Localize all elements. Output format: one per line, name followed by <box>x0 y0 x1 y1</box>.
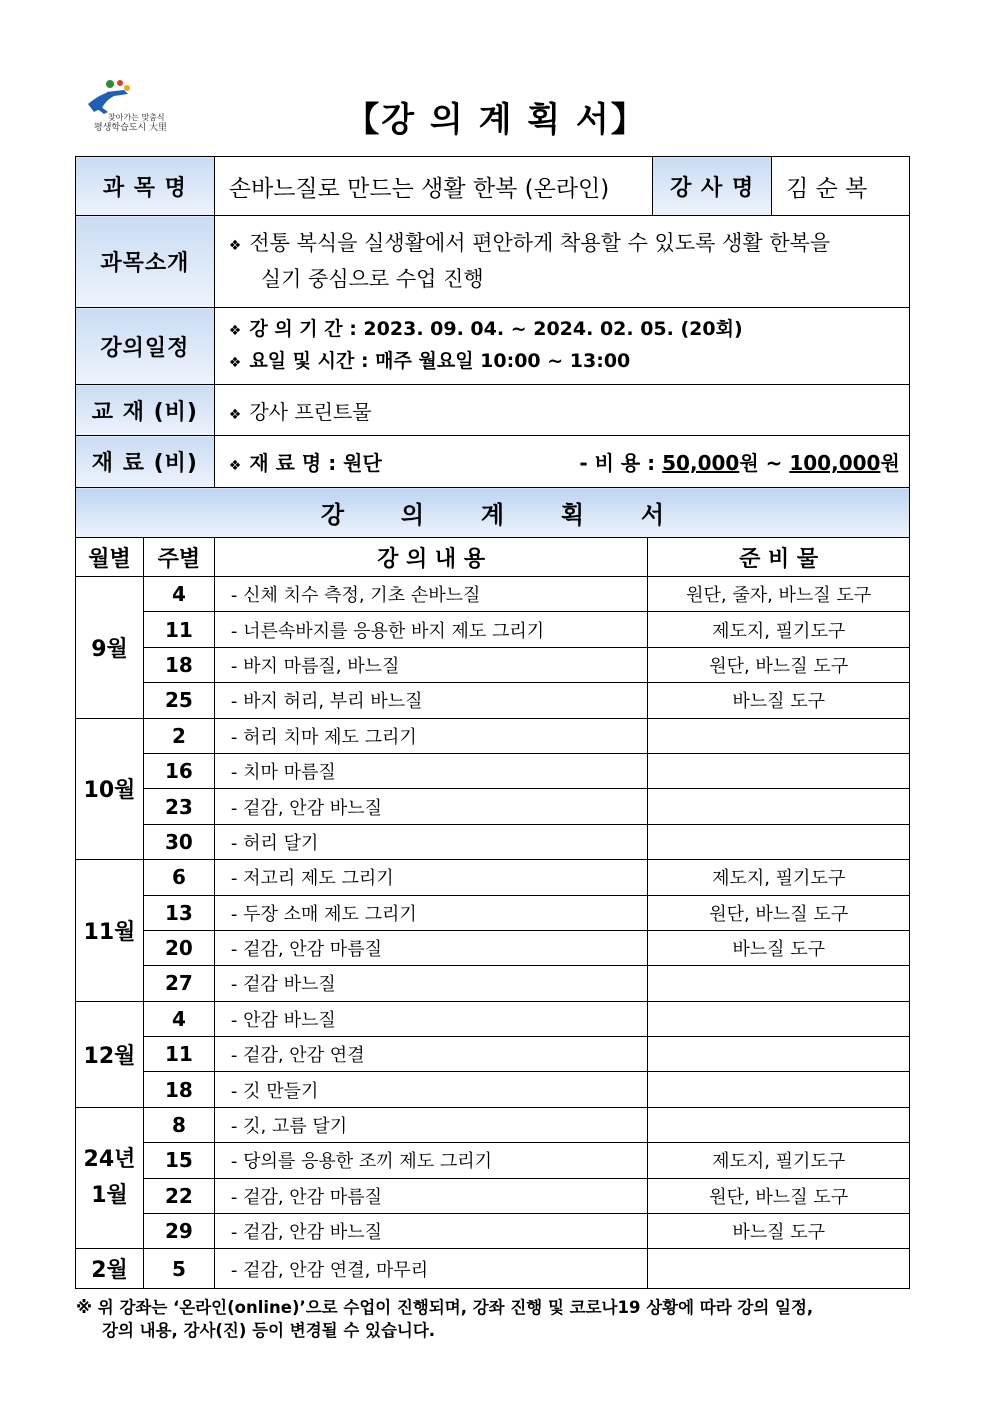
plan-section-title <box>76 488 910 538</box>
materials-cell: 원단, 바느질 도구 <box>648 647 910 682</box>
cost-label: - 비 용 : <box>579 451 656 475</box>
content-header: 강 의 내 용 <box>214 538 647 577</box>
materials-cell <box>648 1107 910 1142</box>
week-cell: 2 <box>143 718 214 753</box>
content-cell: - 깃 만들기 <box>214 1072 647 1107</box>
plan-row <box>76 1214 910 1249</box>
cost-unit: 원 <box>880 451 900 475</box>
plan-row <box>76 647 910 682</box>
content-cell: - 당의를 응용한 조끼 제도 그리기 <box>214 1143 647 1178</box>
month-cell-line: 24년 <box>83 1147 136 1173</box>
plan-title-char: 의 <box>400 501 425 529</box>
diamond-bullet-icon: ❖ <box>228 458 242 474</box>
materials-cell: 제도지, 필기도구 <box>648 1143 910 1178</box>
materials-cell <box>648 1037 910 1072</box>
plan-title-char: 획 <box>560 501 585 529</box>
plan-row <box>76 577 910 612</box>
diamond-bullet-icon: ❖ <box>228 238 242 254</box>
course-intro <box>214 216 909 308</box>
month-cell: 12월 <box>76 1001 144 1107</box>
material-label: 재 료 (비) <box>76 436 215 488</box>
materials-cell <box>648 789 910 824</box>
plan-title-char: 계 <box>480 501 505 529</box>
materials-cell <box>648 966 910 1001</box>
logo-slogan: 찾아가는 맞춤식 <box>108 113 165 122</box>
instructor-name: 김 순 복 <box>772 157 910 216</box>
cost-min: 50,000 <box>662 451 740 475</box>
plan-row <box>76 930 910 965</box>
content-cell: - 허리 치마 제도 그리기 <box>214 718 647 753</box>
materials-cell: 원단, 바느질 도구 <box>648 895 910 930</box>
textbook-label: 교 재 (비) <box>76 385 215 436</box>
content-cell: - 두장 소매 제도 그리기 <box>214 895 647 930</box>
plan-row <box>76 1072 910 1107</box>
course-schedule <box>214 308 909 385</box>
plan-row <box>76 683 910 718</box>
content-cell: - 허리 달기 <box>214 824 647 859</box>
course-info-table <box>75 156 910 538</box>
textbook-info <box>214 385 909 436</box>
content-cell: - 겉감, 안감 바느질 <box>214 1214 647 1249</box>
materials-cell <box>648 1001 910 1036</box>
content-cell: - 겉감, 안감 바느질 <box>214 789 647 824</box>
week-cell: 29 <box>143 1214 214 1249</box>
month-cell <box>76 1107 144 1249</box>
schedule-label: 강의일정 <box>76 308 215 385</box>
materials-cell <box>648 1072 910 1107</box>
plan-row <box>76 753 910 788</box>
plan-row <box>76 895 910 930</box>
content-cell: - 겉감, 안감 마름질 <box>214 1178 647 1213</box>
week-cell: 11 <box>143 612 214 647</box>
diamond-bullet-icon: ❖ <box>228 406 242 423</box>
footnote-line-2: 강의 내용, 강사(진) 등이 변경될 수 있습니다. <box>102 1321 436 1340</box>
logo-city-name: 평생학습도시 大里 <box>94 123 168 133</box>
content-cell: - 깃, 고름 달기 <box>214 1107 647 1142</box>
schedule-time: 요일 및 시간 : 매주 월요일 10:00 ~ 13:00 <box>249 350 631 372</box>
content-cell: - 안감 바느질 <box>214 1001 647 1036</box>
diamond-bullet-icon: ❖ <box>228 323 242 339</box>
plan-row <box>76 860 910 895</box>
week-cell: 11 <box>143 1037 214 1072</box>
material-info <box>214 436 909 488</box>
week-cell: 23 <box>143 789 214 824</box>
intro-line-2: 실기 중심으로 수업 진행 <box>260 267 484 291</box>
week-cell: 4 <box>143 1001 214 1036</box>
plan-row <box>76 1037 910 1072</box>
cost-range-sep: 원 ~ <box>739 451 790 475</box>
plan-row <box>76 1178 910 1213</box>
content-cell: - 치마 마름질 <box>214 753 647 788</box>
instructor-label: 강 사 명 <box>653 157 772 216</box>
content-cell: - 겉감, 안감 연결, 마무리 <box>214 1249 647 1289</box>
subject-name: 손바느질로 만드는 생활 한복 (온라인) <box>214 157 652 216</box>
content-cell: - 바지 허리, 부리 바느질 <box>214 683 647 718</box>
content-cell: - 너른속바지를 응용한 바지 제도 그리기 <box>214 612 647 647</box>
content-cell: - 신체 치수 측정, 기초 손바느질 <box>214 577 647 612</box>
materials-header: 준 비 물 <box>648 538 910 577</box>
footnote-line-1: ※ 위 강좌는 ‘온라인(online)’으로 수업이 진행되며, 강좌 진행 및 코로나19 상황에 따라 강의 일정, <box>76 1298 814 1317</box>
month-cell: 10월 <box>76 718 144 860</box>
month-cell-line: 1월 <box>91 1183 128 1209</box>
plan-row <box>76 718 910 753</box>
materials-cell: 바느질 도구 <box>648 1214 910 1249</box>
plan-row <box>76 1001 910 1036</box>
week-cell: 30 <box>143 824 214 859</box>
month-cell: 9월 <box>76 577 144 719</box>
week-cell: 6 <box>143 860 214 895</box>
footnote <box>76 1296 916 1342</box>
material-name: 재 료 명 : 원단 <box>249 451 382 475</box>
schedule-period: 강 의 기 간 : 2023. 09. 04. ~ 2024. 02. 05. (20회) <box>249 318 743 340</box>
subject-label: 과 목 명 <box>76 157 215 216</box>
week-cell: 15 <box>143 1143 214 1178</box>
materials-cell: 바느질 도구 <box>648 930 910 965</box>
week-cell: 27 <box>143 966 214 1001</box>
materials-cell <box>648 753 910 788</box>
materials-cell <box>648 824 910 859</box>
lecture-plan-table <box>75 537 910 1289</box>
document-title: 【강 의 계 획 서】 <box>345 100 647 140</box>
week-cell: 20 <box>143 930 214 965</box>
week-cell: 8 <box>143 1107 214 1142</box>
week-cell: 13 <box>143 895 214 930</box>
materials-cell: 제도지, 필기도구 <box>648 860 910 895</box>
plan-row <box>76 1249 910 1289</box>
materials-cell: 원단, 바느질 도구 <box>648 1178 910 1213</box>
month-header: 월별 <box>76 538 144 577</box>
week-header: 주별 <box>143 538 214 577</box>
plan-row <box>76 1107 910 1142</box>
week-cell: 18 <box>143 647 214 682</box>
content-cell: - 겉감 바느질 <box>214 966 647 1001</box>
diamond-bullet-icon: ❖ <box>228 355 242 371</box>
textbook-value: 강사 프린트물 <box>249 399 372 424</box>
week-cell: 5 <box>143 1249 214 1289</box>
materials-cell: 제도지, 필기도구 <box>648 612 910 647</box>
content-cell: - 겉감, 안감 연결 <box>214 1037 647 1072</box>
materials-cell: 바느질 도구 <box>648 683 910 718</box>
plan-title-char: 강 <box>320 501 345 529</box>
intro-line-1: 전통 복식을 실생활에서 편안하게 착용할 수 있도록 생활 한복을 <box>249 231 831 255</box>
materials-cell <box>648 718 910 753</box>
plan-row <box>76 966 910 1001</box>
month-cell: 11월 <box>76 860 144 1002</box>
plan-title-char: 서 <box>640 501 665 529</box>
plan-row <box>76 789 910 824</box>
month-cell: 2월 <box>76 1249 144 1289</box>
week-cell: 25 <box>143 683 214 718</box>
content-cell: - 저고리 제도 그리기 <box>214 860 647 895</box>
plan-row <box>76 612 910 647</box>
week-cell: 4 <box>143 577 214 612</box>
materials-cell <box>648 1249 910 1289</box>
plan-row <box>76 1143 910 1178</box>
week-cell: 18 <box>143 1072 214 1107</box>
intro-label: 과목소개 <box>76 216 215 308</box>
materials-cell: 원단, 줄자, 바느질 도구 <box>648 577 910 612</box>
content-cell: - 바지 마름질, 바느질 <box>214 647 647 682</box>
week-cell: 16 <box>143 753 214 788</box>
cost-max: 100,000 <box>789 451 881 475</box>
content-cell: - 겉감, 안감 마름질 <box>214 930 647 965</box>
plan-row <box>76 824 910 859</box>
week-cell: 22 <box>143 1178 214 1213</box>
plan-body <box>76 577 910 1289</box>
